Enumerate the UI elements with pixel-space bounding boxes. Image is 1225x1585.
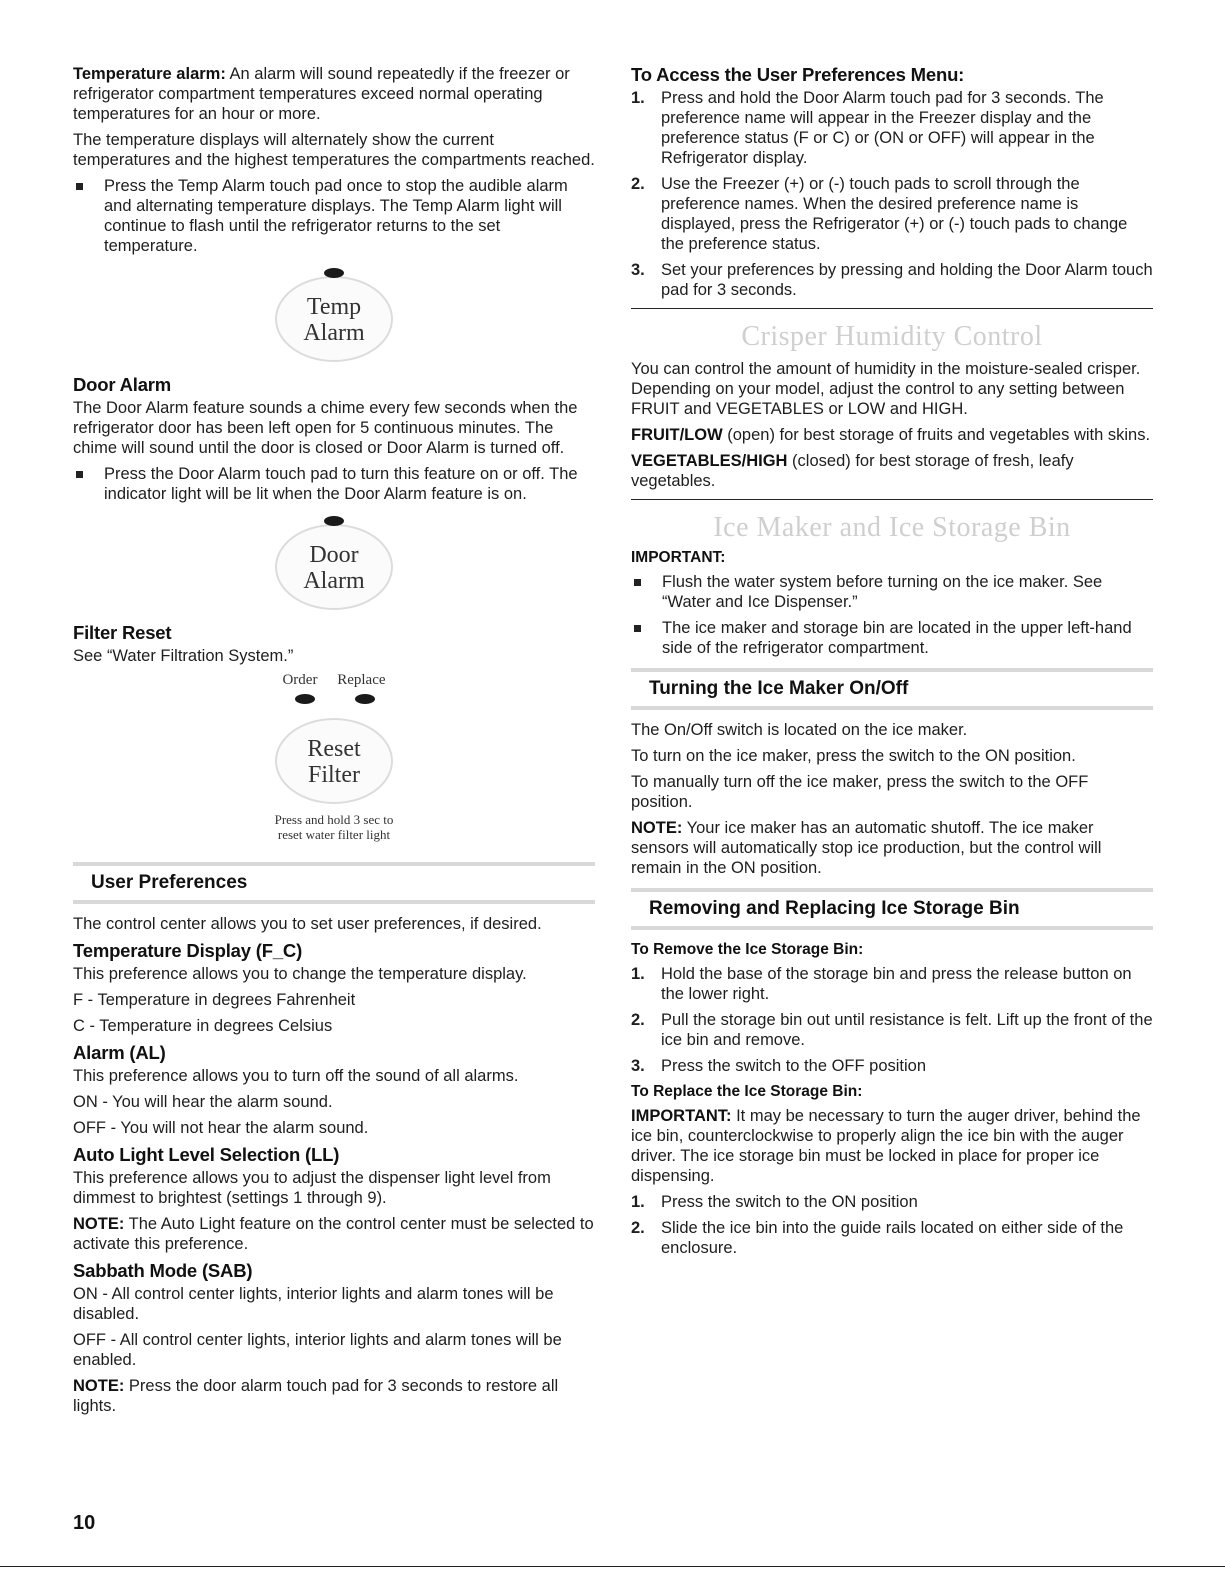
note-lead: NOTE: <box>73 1377 125 1395</box>
door-alarm-paragraph: The Door Alarm feature sounds a chime every few seconds when the refrigerator door has been left open for 5 continuous minutes. The chime will sound until the door is closed or Door Alarm is turned off. <box>73 399 578 457</box>
list-item: 2. Use the Freezer (+) or (-) touch pads to scroll through the preference names. When the desired preference name is displayed, press the Refrigerator (+) or (-) touch pads to change the preference status. <box>631 175 1128 253</box>
important-label: IMPORTANT: <box>631 549 726 566</box>
order-label: Order <box>282 672 318 688</box>
alarm-desc: This preference allows you to turn off the sound of all alarms. <box>73 1067 519 1085</box>
list-item: 1. Hold the base of the storage bin and press the release button on the lower right. <box>631 965 1132 1003</box>
alarm-on-option: ON - You will hear the alarm sound. <box>73 1093 333 1111</box>
list-item: 3. Press the switch to the OFF position <box>631 1057 927 1075</box>
filter-labels <box>73 672 595 689</box>
badge-line: Door <box>309 542 359 568</box>
temp-display-desc: This preference allows you to change the temperature display. <box>73 965 527 983</box>
door-alarm-touch-pad-icon <box>275 524 393 610</box>
note-lead: NOTE: <box>631 819 683 837</box>
order-indicator-icon <box>295 694 315 704</box>
important-lead: IMPORTANT: <box>631 1107 732 1125</box>
ice-maker-bullets <box>631 572 1153 658</box>
user-preferences-band <box>73 862 595 904</box>
badge-line: Filter <box>308 762 360 788</box>
ice-maker-onoff-title: Turning the Ice Maker On/Off <box>649 678 909 699</box>
door-alarm-heading: Door Alarm <box>73 374 172 395</box>
step-text: Press the switch to the OFF position <box>661 1057 927 1075</box>
replace-label: Replace <box>337 672 386 688</box>
onoff-paragraph: The On/Off switch is located on the ice maker. <box>631 721 968 739</box>
filter-reset-paragraph: See “Water Filtration System.” <box>73 647 294 665</box>
crisper-paragraph: You can control the amount of humidity in the moisture-sealed crisper. Depending on your model, adjust the control to any setting between FRUIT and VEGETABLES or LOW and HIGH. <box>631 360 1141 418</box>
reset-filter-touch-pad-icon <box>275 718 393 804</box>
badge-line: Temp <box>306 294 362 320</box>
temp-c-option: C - Temperature in degrees Celsius <box>73 1017 333 1035</box>
list-item: 1. Press the switch to the ON position <box>631 1193 918 1211</box>
temp-alarm-lead: Temperature alarm: <box>73 65 226 83</box>
temp-alarm-touch-pad-icon <box>275 276 393 362</box>
replace-bin-steps <box>631 1192 1153 1258</box>
step-text: Slide the ice bin into the guide rails located on either side of the enclosure. <box>661 1219 1124 1257</box>
alarm-off-option: OFF - You will not hear the alarm sound. <box>73 1119 369 1137</box>
filter-reset-heading: Filter Reset <box>73 622 172 643</box>
caption-line: reset water filter light <box>277 827 391 842</box>
veg-high-text: (closed) for best storage of fresh, leafy vegetables. <box>631 452 1074 490</box>
auto-light-note <box>73 1214 595 1254</box>
temp-alarm-text: An alarm will sound repeatedly if the freezer or refrigerator compartment temperatures exceed normal operating temperatures for an hour or more. <box>73 65 570 123</box>
access-menu-heading: To Access the User Preferences Menu: <box>631 64 965 85</box>
list-item: Press the Temp Alarm touch pad once to stop the audible alarm and alternating temperature displays. The Temp Alarm light will continue to flash until the refrigerator returns to the set temperature. <box>73 176 595 256</box>
step-text: Press the switch to the ON position <box>661 1193 918 1211</box>
alarm-heading: Alarm (AL) <box>73 1042 166 1063</box>
note-lead: NOTE: <box>73 1215 125 1233</box>
step-text: Use the Freezer (+) or (-) touch pads to scroll through the preference names. When the desired preference name is displayed, press the Refrigerator (+) or (-) touch pads to change the preference status. <box>661 175 1128 253</box>
section-divider <box>631 308 1153 309</box>
onoff-paragraph: To manually turn off the ice maker, press the switch to the OFF position. <box>631 773 1089 811</box>
fruit-low-paragraph <box>631 425 1153 445</box>
fruit-low-text: (open) for best storage of fruits and vegetables with skins. <box>722 426 1151 444</box>
badge-line: Alarm <box>303 568 365 594</box>
door-alarm-graphic <box>73 510 595 622</box>
veg-high-lead: VEGETABLES/HIGH <box>631 452 788 470</box>
list-item: 1. Press and hold the Door Alarm touch pad for 3 seconds. The preference name will appear in the Freezer display and the preference status (F or C) or (ON or OFF) will appear in the Refrigerator display. <box>631 89 1104 167</box>
important-text: It may be necessary to turn the auger driver, behind the ice bin, counterclockwise to properly align the ice bin with the auger driver. The ice storage bin must be locked in place for proper ice dispensing. <box>631 1107 1141 1185</box>
veg-high-paragraph <box>631 451 1153 491</box>
temp-display-paragraph: The temperature displays will alternately show the current temperatures and the highest temperatures the compartments reached. <box>73 131 595 169</box>
temp-display-heading: Temperature Display (F_C) <box>73 940 303 961</box>
remove-bin-steps <box>631 964 1153 1076</box>
replace-indicator-icon <box>355 694 375 704</box>
page-number: 10 <box>73 1512 96 1534</box>
note-text: The Auto Light feature on the control center must be selected to activate this preference. <box>73 1215 594 1253</box>
temp-alarm-bullets <box>73 176 595 256</box>
filter-reset-graphic <box>73 672 595 842</box>
badge-line: Reset <box>307 736 361 762</box>
door-alarm-bullets <box>73 464 595 504</box>
sabbath-off-option: OFF - All control center lights, interior lights and alarm tones will be enabled. <box>73 1331 562 1369</box>
auto-light-desc: This preference allows you to adjust the dispenser light level from dimmest to brightest (settings 1 through 9). <box>73 1169 551 1207</box>
sabbath-heading: Sabbath Mode (SAB) <box>73 1260 253 1281</box>
sabbath-note <box>73 1376 595 1416</box>
filter-caption <box>73 812 595 842</box>
step-text: Press and hold the Door Alarm touch pad for 3 seconds. The preference name will appear in the Freezer display and the preference status (F or C) or (ON or OFF) will appear in the Refrigerator display. <box>661 89 1104 167</box>
temp-alarm-paragraph <box>73 64 595 124</box>
onoff-paragraph: To turn on the ice maker, press the switch to the ON position. <box>631 747 1076 765</box>
section-divider <box>631 499 1153 500</box>
step-text: Pull the storage bin out until resistance is felt. Lift up the front of the ice bin and remove. <box>661 1011 1153 1049</box>
auto-light-heading: Auto Light Level Selection (LL) <box>73 1144 340 1165</box>
temp-f-option: F - Temperature in degrees Fahrenheit <box>73 991 356 1009</box>
list-item: 2. Pull the storage bin out until resistance is felt. Lift up the front of the ice bin and remove. <box>631 1011 1153 1049</box>
temp-alarm-graphic <box>73 262 595 374</box>
right-column <box>631 64 1153 1264</box>
indicator-light-icon <box>324 268 344 278</box>
replace-important <box>631 1106 1153 1186</box>
list-item: 2. Slide the ice bin into the guide rails located on either side of the enclosure. <box>631 1219 1124 1257</box>
ice-maker-section-title: Ice Maker and Ice Storage Bin <box>713 512 1071 543</box>
crisper-section-title: Crisper Humidity Control <box>741 321 1043 352</box>
user-prefs-intro: The control center allows you to set user preferences, if desired. <box>73 915 542 933</box>
note-text: Press the door alarm touch pad for 3 seconds to restore all lights. <box>73 1377 559 1415</box>
indicator-light-icon <box>324 516 344 526</box>
access-menu-steps <box>631 88 1153 300</box>
user-preferences-title: User Preferences <box>91 872 248 893</box>
caption-line: Press and hold 3 sec to <box>274 812 394 827</box>
note-text: Your ice maker has an automatic shutoff. The ice maker sensors will automatically stop ice production, but the control will remain in the ON position. <box>631 819 1102 877</box>
ice-bin-band <box>631 888 1153 930</box>
footer-rule <box>0 1566 1225 1567</box>
step-text: Hold the base of the storage bin and press the release button on the lower right. <box>661 965 1132 1003</box>
list-item: Press the Door Alarm touch pad to turn this feature on or off. The indicator light will be lit when the Door Alarm feature is on. <box>73 464 595 504</box>
badge-line: Alarm <box>303 320 365 346</box>
list-item: The ice maker and storage bin are located in the upper left-hand side of the refrigerator compartment. <box>631 618 1153 658</box>
onoff-note <box>631 818 1153 878</box>
sabbath-on-option: ON - All control center lights, interior lights and alarm tones will be disabled. <box>73 1285 554 1323</box>
ice-maker-onoff-band <box>631 668 1153 710</box>
list-item: 3. Set your preferences by pressing and holding the Door Alarm touch pad for 3 seconds. <box>631 261 1153 299</box>
replace-bin-heading: To Replace the Ice Storage Bin: <box>631 1083 863 1100</box>
list-item: Flush the water system before turning on the ice maker. See “Water and Ice Dispenser.” <box>631 572 1153 612</box>
left-column <box>73 64 595 1422</box>
remove-bin-heading: To Remove the Ice Storage Bin: <box>631 941 864 958</box>
step-text: Set your preferences by pressing and holding the Door Alarm touch pad for 3 seconds. <box>661 261 1153 299</box>
fruit-low-lead: FRUIT/LOW <box>631 426 723 444</box>
ice-bin-title: Removing and Replacing Ice Storage Bin <box>649 898 1020 919</box>
